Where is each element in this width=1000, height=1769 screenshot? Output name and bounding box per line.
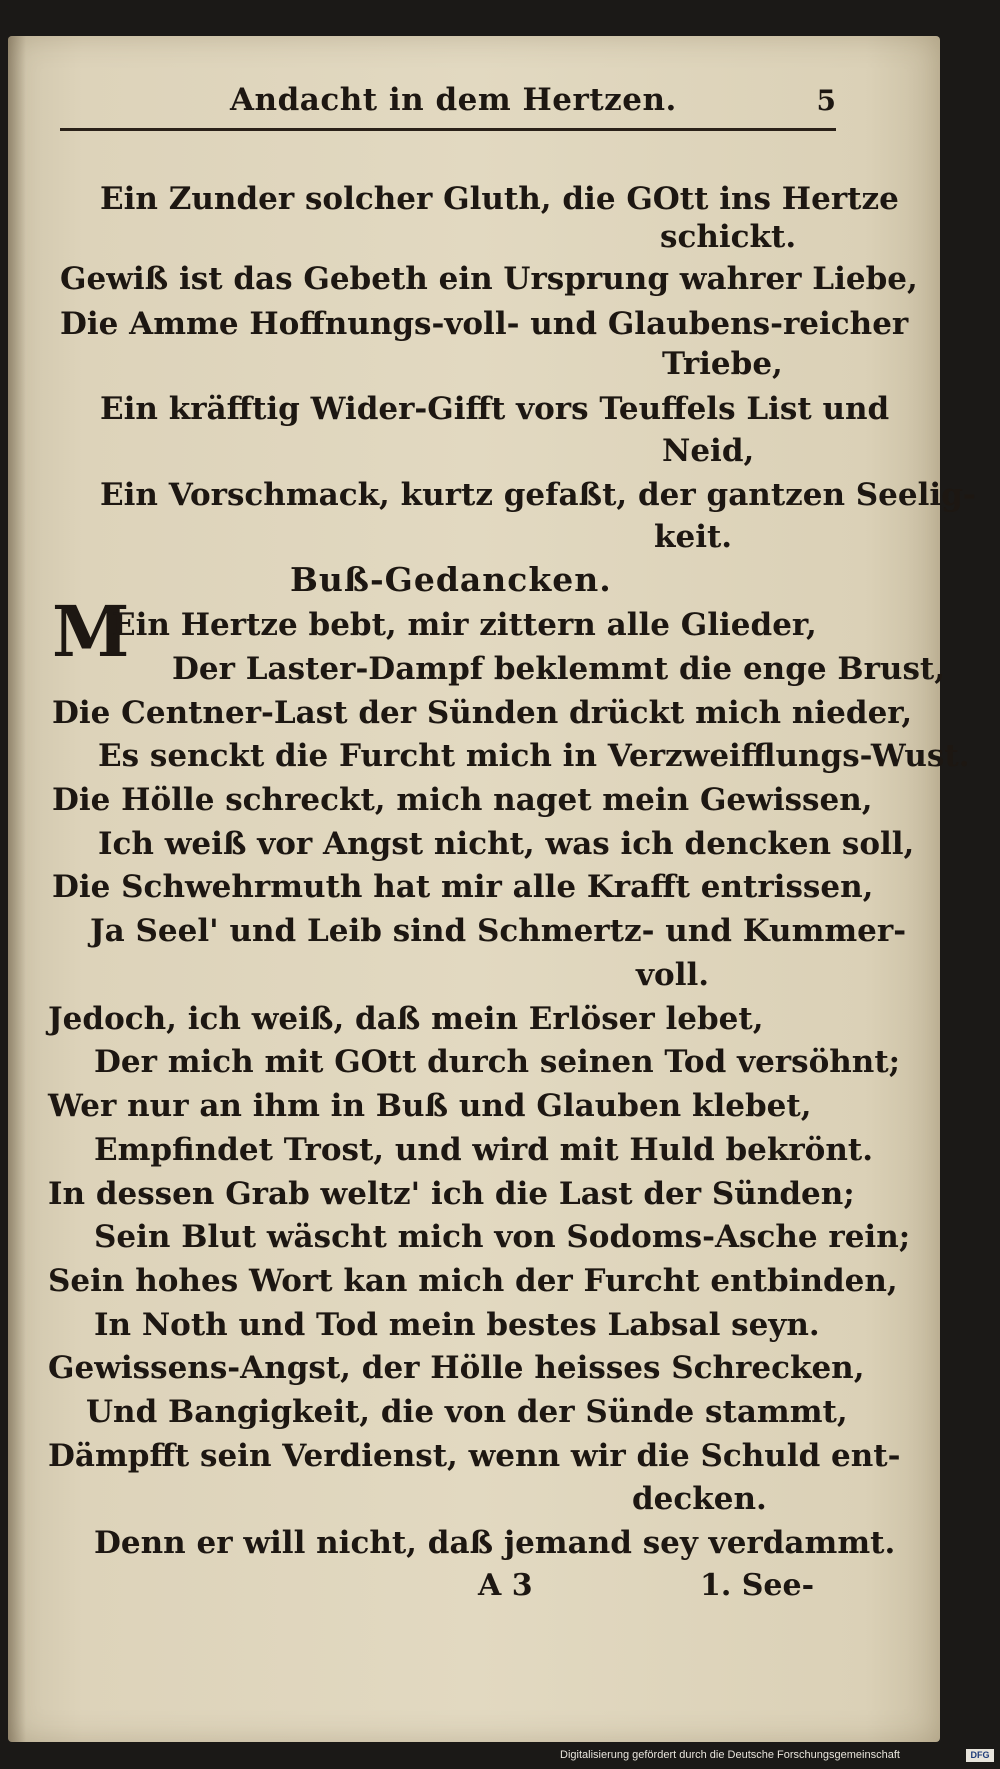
poem-line: Denn er will nicht, daß jemand sey verdammt. bbox=[94, 1525, 896, 1561]
text-line: Ein Zunder solcher Gluth, die GOtt ins Hertze bbox=[100, 181, 899, 217]
text-line: Triebe, bbox=[662, 346, 783, 382]
text-line: keit. bbox=[654, 519, 733, 555]
poem-line: decken. bbox=[632, 1481, 767, 1517]
poem-line: Dämpfft sein Verdienst, wenn wir die Schuld ent- bbox=[48, 1438, 901, 1474]
text-line: Neid, bbox=[662, 433, 755, 469]
catchword: 1. See- bbox=[700, 1568, 815, 1603]
poem-line: Gewissens-Angst, der Hölle heisses Schrecken, bbox=[48, 1350, 865, 1386]
poem-line: Ein Hertze bebt, mir zittern alle Glieder, bbox=[112, 607, 817, 643]
header-title: Andacht in dem Hertzen. bbox=[230, 82, 677, 118]
poem-line: In Noth und Tod mein bestes Labsal seyn. bbox=[94, 1307, 820, 1343]
poem-line: Der Laster-Dampf beklemmt die enge Brust, bbox=[172, 651, 946, 687]
poem-line: Und Bangigkeit, die von der Sünde stammt, bbox=[86, 1394, 848, 1430]
text-line: schickt. bbox=[660, 219, 797, 255]
digitization-credit: Digitalisierung gefördert durch die Deutsche Forschungsgemeinschaft bbox=[560, 1749, 900, 1761]
text-line: Die Amme Hoffnungs-voll- und Glaubens-reicher bbox=[60, 306, 909, 342]
dfg-logo: DFG bbox=[966, 1749, 994, 1762]
text-line: Ein kräfftig Wider-Gifft vors Teuffels List und bbox=[100, 391, 890, 427]
poem-line: Wer nur an ihm in Buß und Glauben klebet, bbox=[48, 1088, 812, 1124]
poem-line: Die Centner-Last der Sünden drückt mich nieder, bbox=[52, 695, 913, 731]
poem-line: Jedoch, ich weiß, daß mein Erlöser lebet, bbox=[48, 1001, 764, 1037]
poem-line: Es senckt die Furcht mich in Verzweifflungs-Wust. bbox=[98, 738, 970, 774]
drop-cap: M bbox=[52, 590, 130, 673]
poem-line: Der mich mit GOtt durch seinen Tod versöhnt; bbox=[94, 1044, 901, 1080]
signature-mark: A 3 bbox=[478, 1568, 533, 1603]
poem-line: Ja Seel' und Leib sind Schmertz- und Kummer- bbox=[90, 913, 907, 949]
poem-line: Die Hölle schreckt, mich naget mein Gewissen, bbox=[52, 782, 873, 818]
poem-line: Die Schwehrmuth hat mir alle Krafft entrissen, bbox=[52, 869, 874, 905]
poem-line: Sein Blut wäscht mich von Sodoms-Asche rein; bbox=[94, 1219, 911, 1255]
poem-line: In dessen Grab weltz' ich die Last der Sünden; bbox=[48, 1176, 855, 1212]
poem-line: voll. bbox=[636, 957, 710, 993]
running-header bbox=[60, 72, 836, 131]
spine-shadow bbox=[8, 36, 26, 1742]
poem-line: Sein hohes Wort kan mich der Furcht entbinden, bbox=[48, 1263, 898, 1299]
page-number: 5 bbox=[816, 84, 836, 117]
text-line: Gewiß ist das Gebeth ein Ursprung wahrer Liebe, bbox=[60, 261, 918, 297]
poem-line: Ich weiß vor Angst nicht, was ich dencken soll, bbox=[98, 826, 915, 862]
section-heading: Buß-Gedancken. bbox=[290, 560, 612, 599]
text-line: Ein Vorschmack, kurtz gefaßt, der gantzen Seelig- bbox=[100, 477, 976, 513]
poem-line: Empfindet Trost, und wird mit Huld bekrönt. bbox=[94, 1132, 873, 1168]
